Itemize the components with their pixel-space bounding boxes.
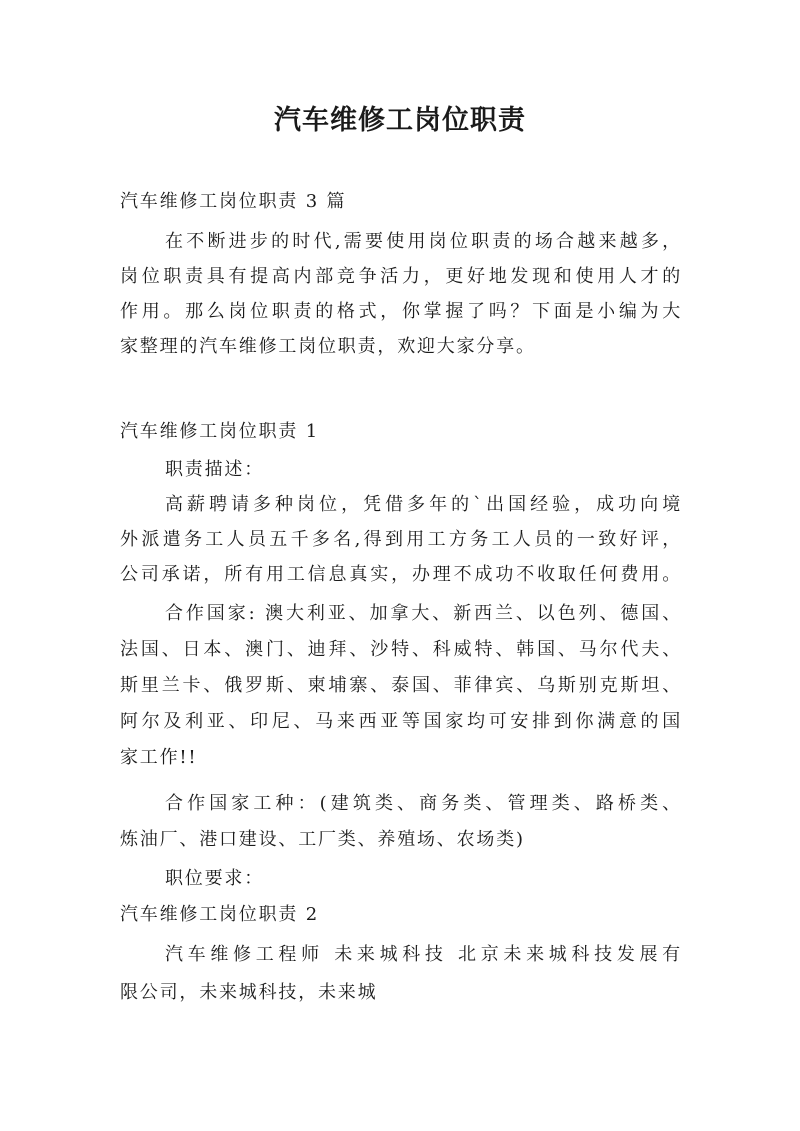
document-title: 汽车维修工岗位职责 [274, 105, 526, 136]
requirements-label: 职位要求： [165, 868, 264, 889]
description-line-2: 外派遣务工人员五千多名,得到用工方务工人员的一致好评， [120, 529, 682, 550]
job-description-label: 职责描述： [165, 459, 264, 480]
engineer-line-2: 限公司，未来城科技，未来城 [120, 982, 378, 1003]
countries-line-2: 法国、日本、澳门、迪拜、沙特、科威特、韩国、马尔代夫、 [120, 639, 682, 660]
intro-line-2: 岗位职责具有提高内部竞争活力，更好地发现和使用人才的 [120, 266, 682, 287]
section-heading-2: 汽车维修工岗位职责 2 [120, 904, 319, 925]
section-heading-1: 汽车维修工岗位职责 1 [120, 421, 319, 442]
countries-line-3: 斯里兰卡、俄罗斯、柬埔寨、泰国、菲律宾、乌斯别克斯坦、 [120, 675, 682, 696]
intro-line-4: 家整理的汽车维修工岗位职责，欢迎大家分享。 [120, 336, 536, 357]
section-heading: 汽车维修工岗位职责 3 篇 [120, 191, 347, 212]
description-line-1: 高薪聘请多种岗位，凭借多年的`出国经验，成功向境 [165, 494, 682, 515]
description-line-3: 公司承诺，所有用工信息真实，办理不成功不收取任何费用。 [120, 564, 682, 585]
job-types-line-1: 合作国家工种：(建筑类、商务类、管理类、路桥类、 [165, 793, 682, 814]
countries-line-5: 家工作!! [120, 747, 198, 768]
engineer-line-1: 汽车维修工程师 未来城科技 北京未来城科技发展有 [165, 944, 682, 965]
job-types-line-2: 炼油厂、港口建设、工厂类、养殖场、农场类) [120, 829, 525, 850]
intro-line-3: 作用。那么岗位职责的格式，你掌握了吗？下面是小编为大 [120, 301, 682, 322]
countries-line-4: 阿尔及利亚、印尼、马来西亚等国家均可安排到你满意的国 [120, 711, 682, 732]
intro-line-1: 在不断进步的时代,需要使用岗位职责的场合越来越多， [165, 231, 682, 252]
countries-line-1: 合作国家: 澳大利亚、加拿大、新西兰、以色列、德国、 [165, 603, 682, 624]
